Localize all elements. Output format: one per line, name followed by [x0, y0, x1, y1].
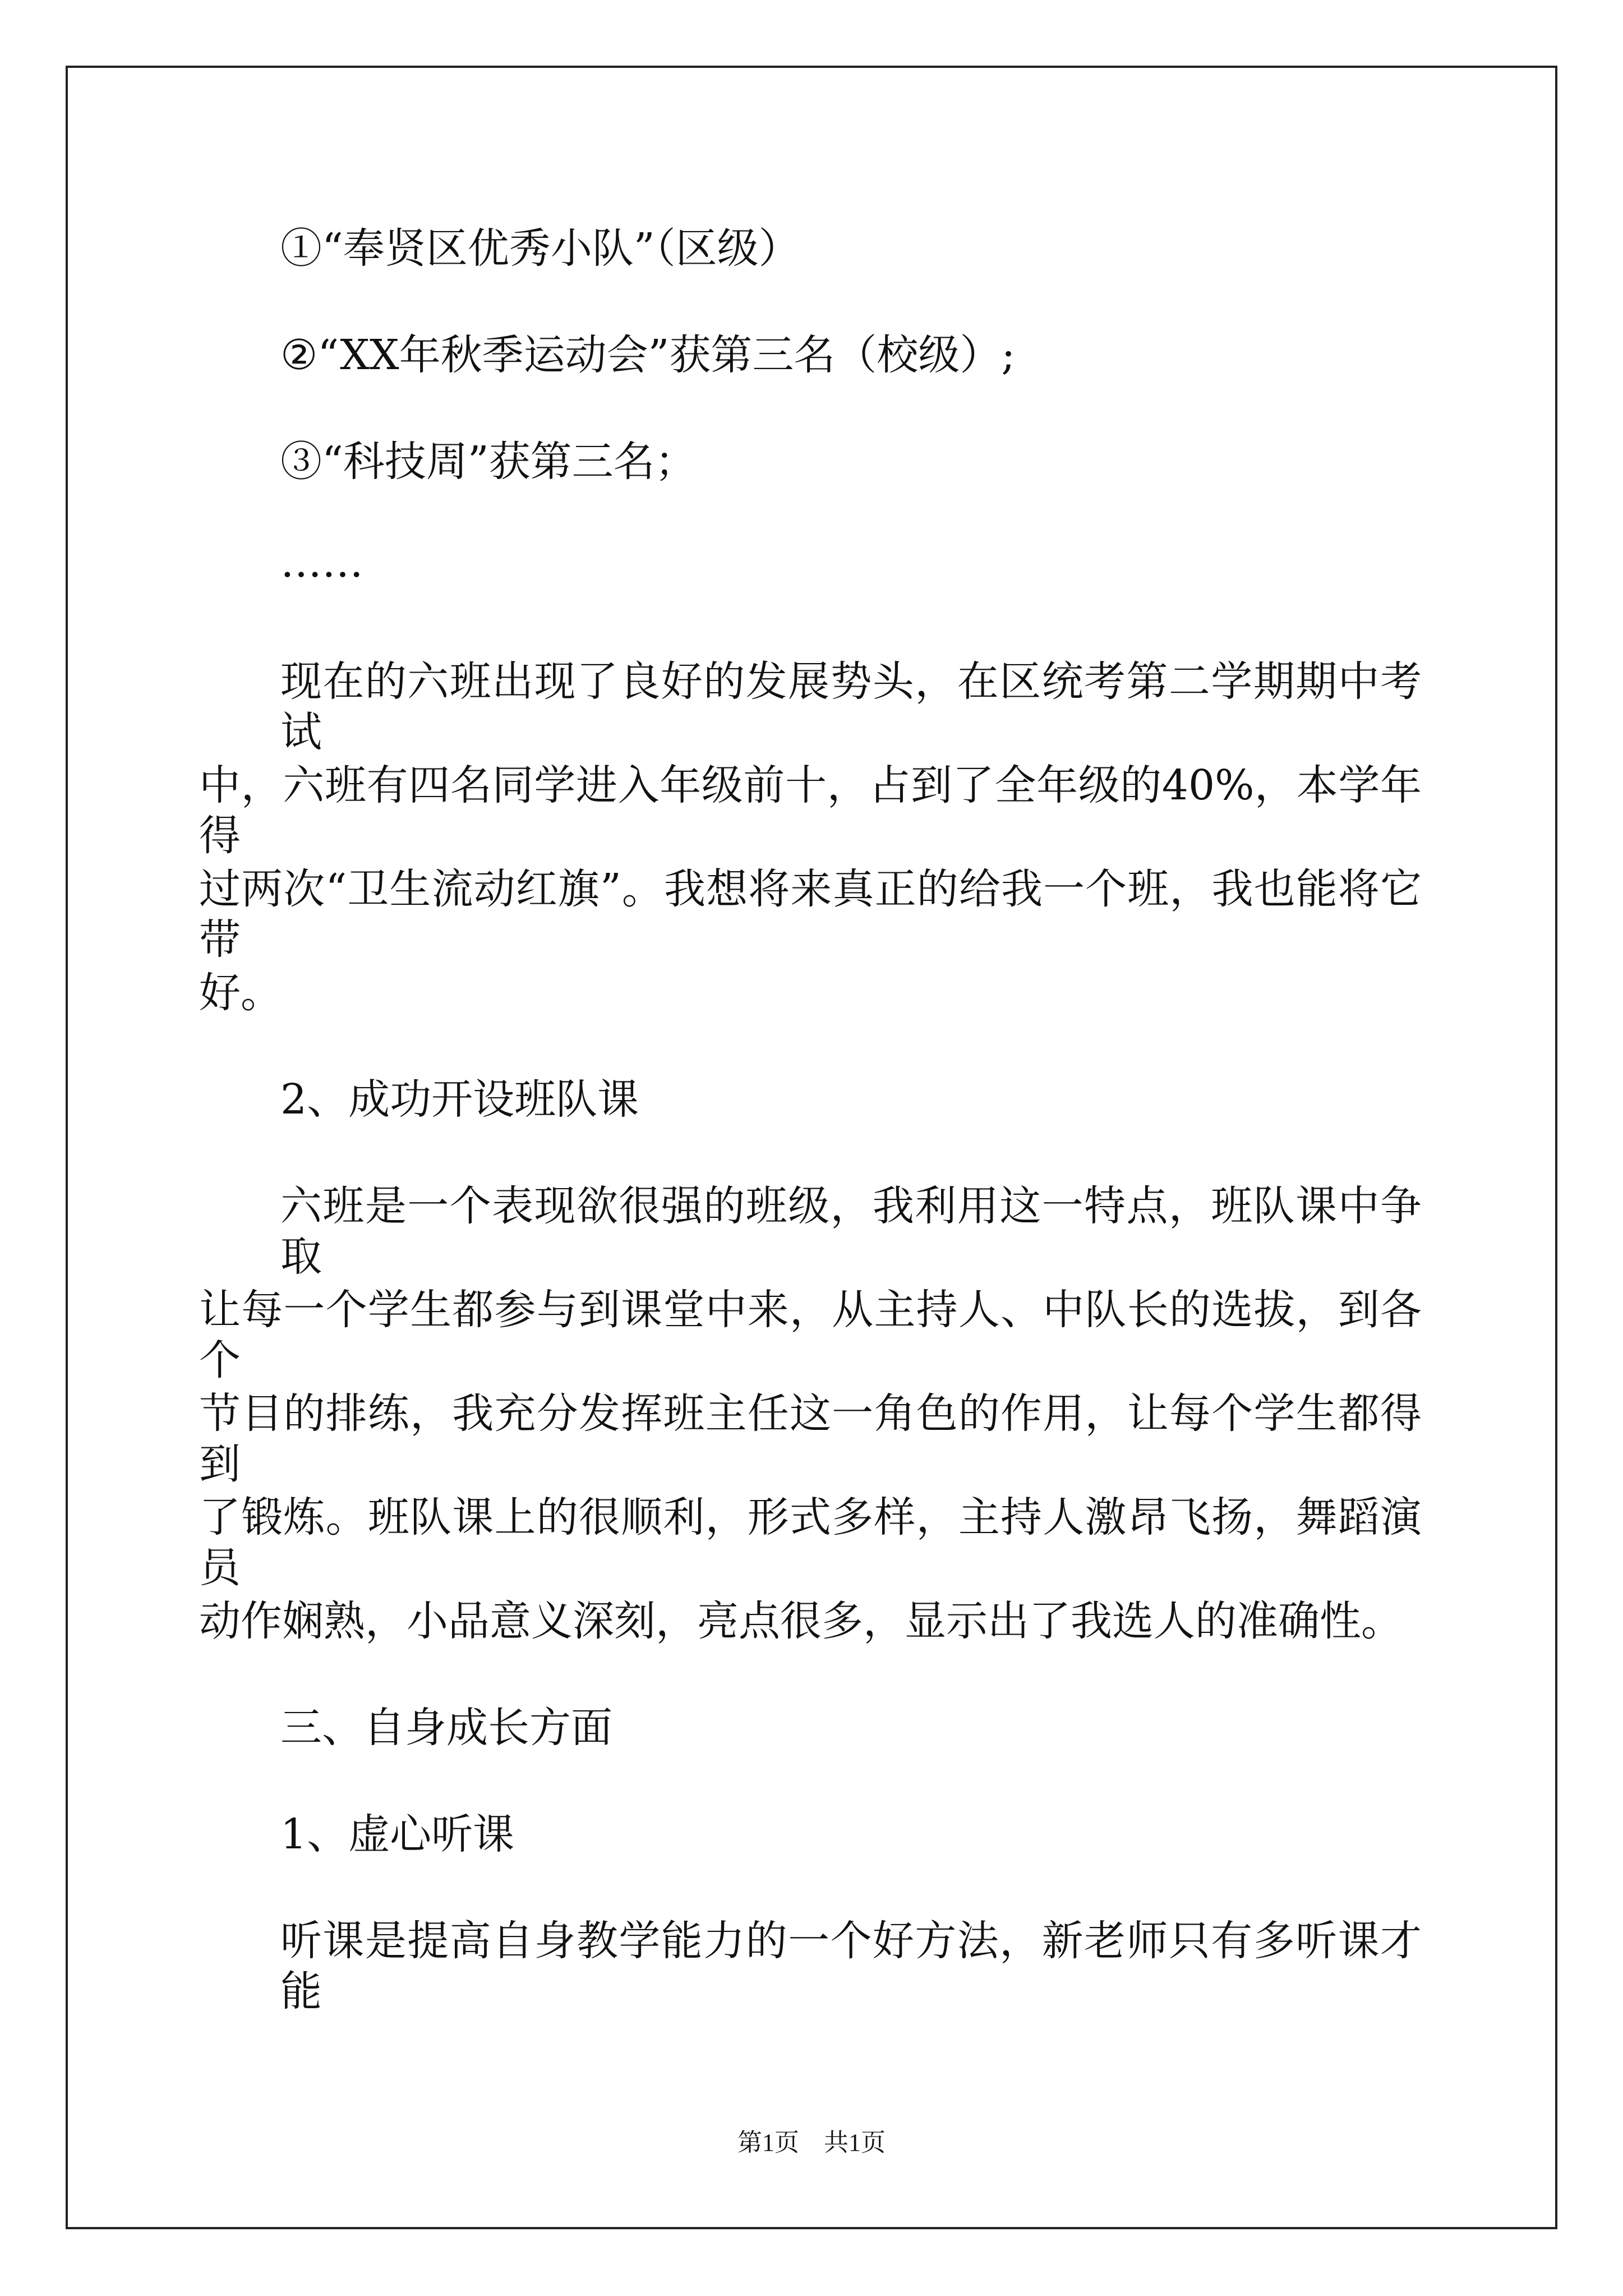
body-text-line: 让每一个学生都参与到课堂中来，从主持人、中队长的选拔，到各个	[199, 1286, 1422, 1384]
award-item-3: ③“科技周”获第三名；	[280, 438, 697, 486]
body-text-line: 现在的六班出现了良好的发展势头，在区统考第二学期期中考试	[280, 657, 1422, 756]
ellipsis-line: ……	[280, 539, 363, 587]
award-item-2: ②“XX年秋季运动会”获第三名（校级）;	[280, 331, 1016, 379]
section-heading: 2、成功开设班队课	[280, 1075, 639, 1124]
body-text-line: 动作娴熟，小品意义深刻，亮点很多，显示出了我选人的准确性。	[199, 1597, 1403, 1645]
body-text-line: 好。	[199, 969, 282, 1017]
section-heading: 三、自身成长方面	[280, 1704, 612, 1752]
body-text-line: 过两次“卫生流动红旗”。我想将来真正的给我一个班，我也能将它带	[199, 865, 1422, 964]
body-text-line: 听课是提高自身教学能力的一个好方法，新老师只有多听课才能	[280, 1917, 1422, 2016]
body-text-line: 了锻炼。班队课上的很顺利，形式多样，主持人激昂飞扬，舞蹈演员	[199, 1493, 1422, 1592]
body-text-line: 六班是一个表现欲很强的班级，我利用这一特点，班队课中争取	[280, 1182, 1422, 1281]
page-footer: 第1页 共1页	[737, 2129, 886, 2156]
award-item-1: ①“奉贤区优秀小队”（区级）	[280, 224, 800, 273]
page-border	[66, 66, 1557, 2229]
subsection-heading: 1、虚心听课	[280, 1810, 515, 1858]
body-text-line: 中，六班有四名同学进入年级前十，占到了全年级的40%，本学年得	[199, 761, 1422, 860]
body-text-line: 节目的排练，我充分发挥班主任这一角色的作用，让每个学生都得到	[199, 1389, 1422, 1488]
